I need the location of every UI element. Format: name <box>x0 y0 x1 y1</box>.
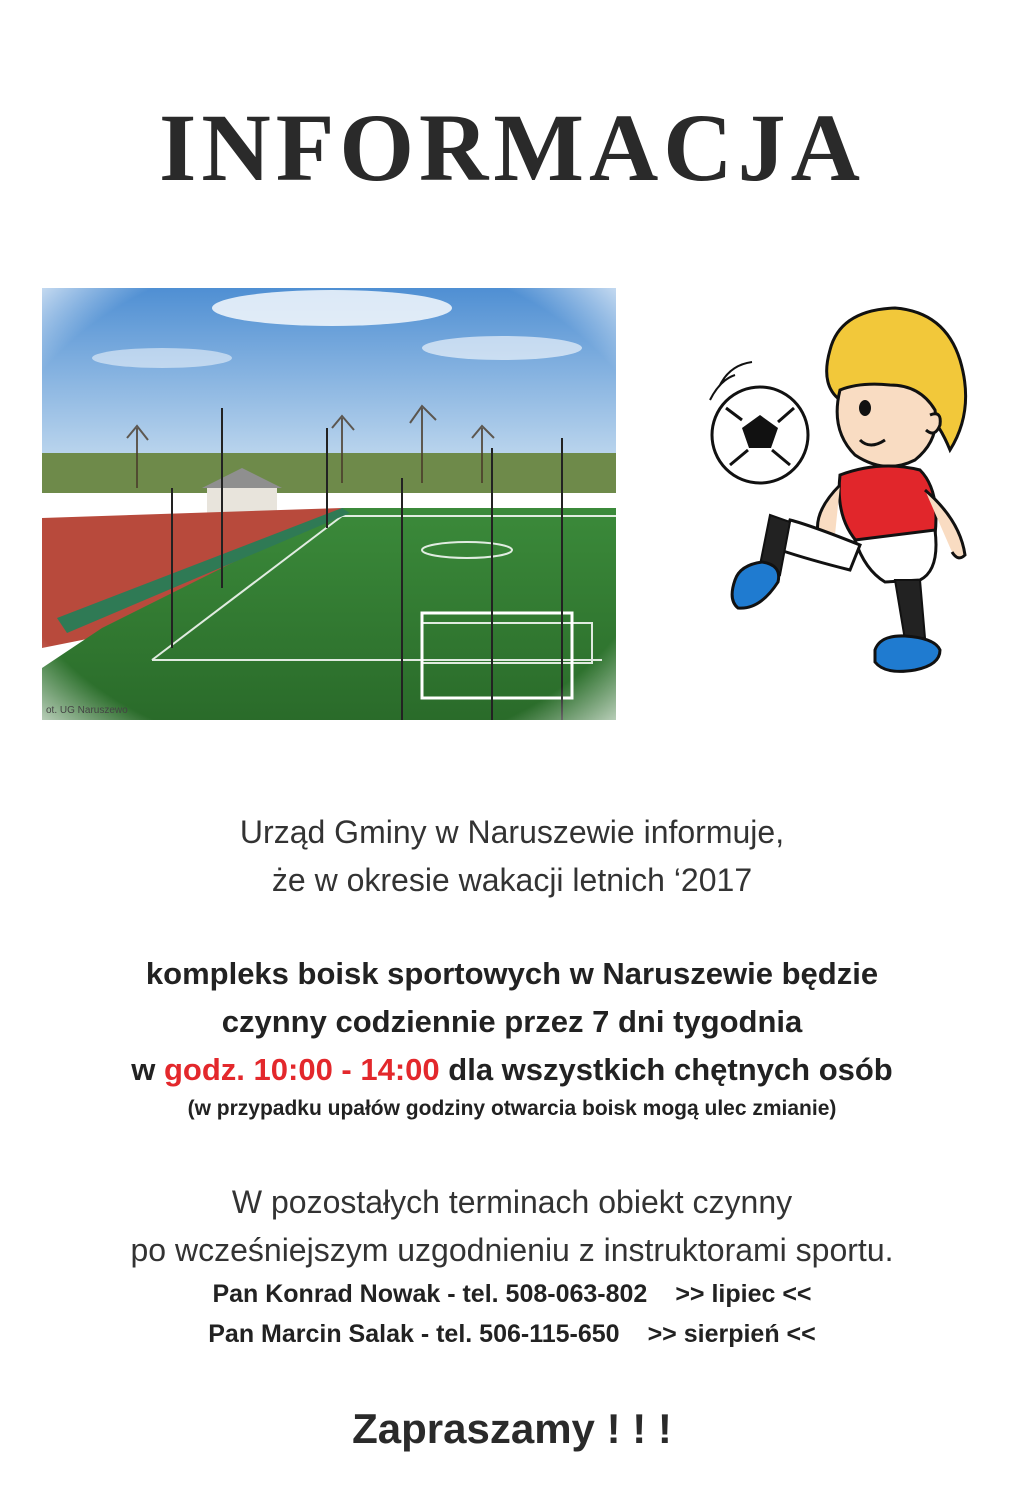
other-terms-line-1: W pozostałych terminach obiekt czynny <box>231 1184 793 1220</box>
contact-row <box>0 1314 1024 1354</box>
sports-field-image <box>42 288 616 720</box>
poster-title: INFORMACJA <box>159 94 865 201</box>
intro-text <box>0 808 1024 904</box>
sports-field-photo <box>42 288 616 720</box>
other-terms-line-2: po wcześniejszym uzgodnieniu z instruktorami sportu. <box>130 1232 894 1268</box>
contact-row <box>0 1274 1024 1314</box>
contact-person: Pan Konrad Nowak - tel. 508-063-802 <box>212 1280 648 1308</box>
closing-invitation: Zapraszamy ! ! ! <box>352 1405 672 1452</box>
announcement <box>0 950 1024 1124</box>
soccer-ball-icon <box>710 362 808 483</box>
intro-line-2: że w okresie wakacji letnich ‘2017 <box>271 862 753 898</box>
contact-person: Pan Marcin Salak - tel. 506-115-650 <box>208 1320 620 1348</box>
opening-hours: godz. 10:00 - 14:00 <box>164 1052 440 1087</box>
announcement-line-3 <box>0 1046 1024 1094</box>
other-terms <box>0 1178 1024 1274</box>
announcement-line-1: kompleks boisk sportowych w Naruszewie będzie <box>145 956 879 991</box>
contacts-list <box>0 1274 1024 1354</box>
soccer-boy-illustration <box>690 290 990 700</box>
intro-line-1: Urząd Gminy w Naruszewie informuje, <box>239 814 785 850</box>
photo-credit: ot. UG Naruszewo <box>46 705 128 716</box>
contact-period: >> lipiec << <box>675 1280 812 1308</box>
heat-note: (w przypadku upałów godziny otwarcia boisk mogą ulec zmianie) <box>187 1097 837 1120</box>
announcement-suffix: dla wszystkich chętnych osób <box>448 1052 893 1087</box>
announcement-prefix: w <box>131 1052 156 1087</box>
announcement-line-2: czynny codziennie przez 7 dni tygodnia <box>221 1004 803 1039</box>
contact-period: >> sierpień << <box>647 1320 816 1348</box>
